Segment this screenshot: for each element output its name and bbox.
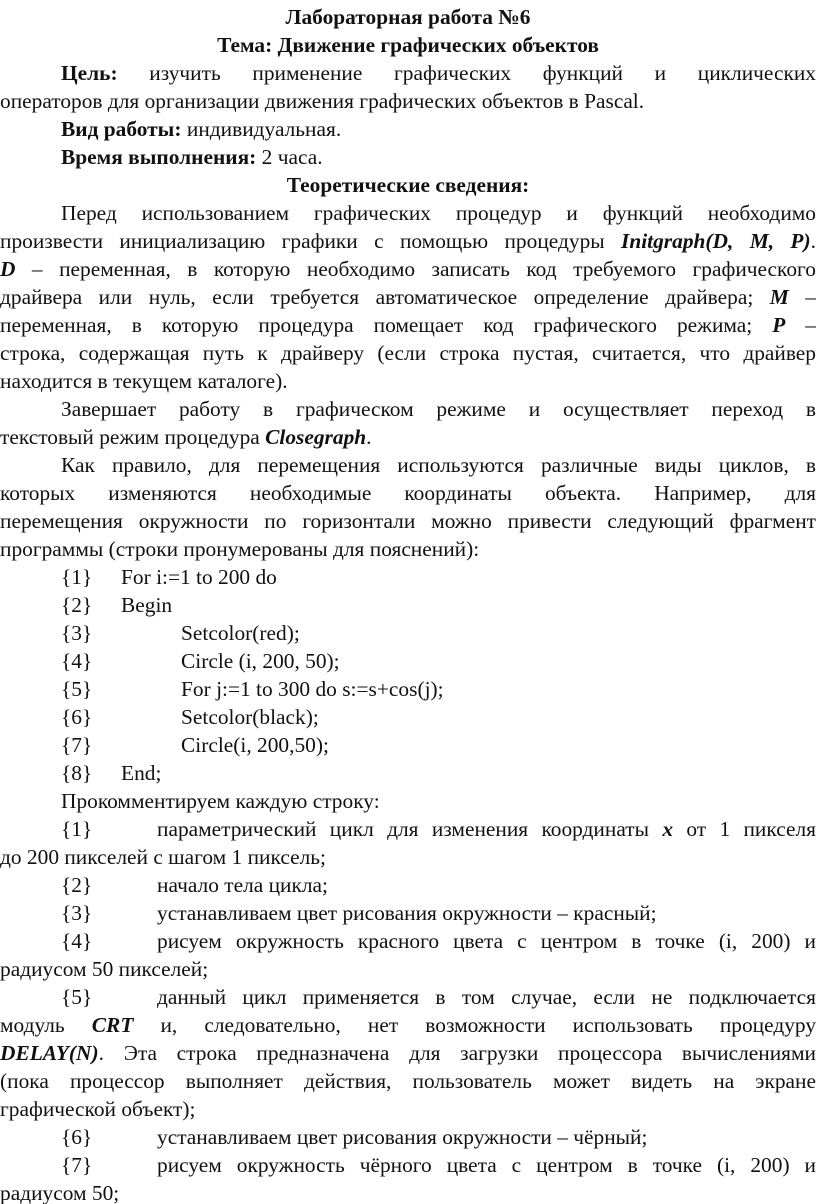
comment-4-line-1: {4} рисуем окружность красного цвета с центром в точке (i, 200) и [61, 929, 816, 953]
goal-line-1: Цель: изучить применение графических функций и циклических [61, 61, 816, 85]
comment-5-line-3: DELAY(N). Эта строка предназначена для загрузки процессора вычислениями [0, 1041, 816, 1065]
p2-line-2: текстовый режим процедура Closegraph. [0, 425, 372, 449]
goal-line-2: операторов для организации движения графических объектов в Pascal. [0, 89, 645, 113]
p1-line-4: драйвера или нуль, если требуется автоматическое определение драйвера; M – [0, 285, 816, 309]
p3-line-3: перемещения окружности по горизонтали можно привести следующий фрагмент [0, 509, 816, 533]
code-line: {6} Setcolor(black); [61, 705, 319, 729]
p1-line-5: переменная, в которую процедура помещает код графического режима; P – [0, 313, 816, 337]
comment-5-line-4: (пока процессор выполняет действия, пользователь может видеть на экране [0, 1069, 816, 1093]
closegraph-term: Closegraph [265, 425, 367, 449]
document-title: Лабораторная работа №6 [285, 5, 531, 29]
p3-line-4: программы (строки пронумерованы для пояснений): [0, 537, 480, 561]
code-line: {1} For i:=1 to 200 do [61, 565, 277, 589]
code-line: {5} For j:=1 to 300 do s:=s+cos(j); [61, 677, 444, 701]
p1-line-1: Перед использованием графических процедур и функций необходимо [61, 201, 816, 225]
document-topic: Тема: Движение графических объектов [217, 33, 599, 57]
comment-3: {3} устанавливаем цвет рисования окружности – красный; [61, 901, 657, 925]
comment-5-line-5: графической объект); [0, 1097, 196, 1121]
comment-2: {2} начало тела цикла; [61, 873, 328, 897]
comment-5-line-1: {5} данный цикл применяется в том случае, если не подключается [61, 985, 816, 1009]
p1-line-2: произвести инициализацию графики с помощью процедуры Initgraph(D, M, P). [0, 229, 816, 253]
theory-heading: Теоретические сведения: [286, 173, 530, 197]
code-line: {7} Circle(i, 200,50); [61, 733, 329, 757]
comment-4-line-2: радиусом 50 пикселей; [0, 957, 209, 981]
work-type: Вид работы: индивидуальная. [61, 117, 342, 141]
p2-line-1: Завершает работу в графическом режиме и осуществляет переход в [61, 397, 816, 421]
p1-line-3: D – переменная, в которую необходимо записать код требуемого графического [0, 257, 816, 281]
comment-7-line-2: радиусом 50; [0, 1181, 120, 1204]
p3-line-2: которых изменяются необходимые координаты объекта. Например, для [0, 481, 816, 505]
comment-6: {6} устанавливаем цвет рисования окружности – чёрный; [61, 1125, 648, 1149]
code-line: {8} End; [61, 761, 162, 785]
comment-5-line-2: модуль CRT и, следовательно, нет возможности использовать процедуру [0, 1013, 816, 1037]
initgraph-term: Initgraph(D, M, P) [621, 229, 811, 253]
comment-1-line-2: до 200 пикселей с шагом 1 пиксель; [0, 845, 326, 869]
time-required: Время выполнения: 2 часа. [61, 145, 323, 169]
comment-intro: Прокомментируем каждую строку: [61, 789, 380, 813]
code-line: {4} Circle (i, 200, 50); [61, 649, 340, 673]
code-line: {2} Begin [61, 593, 173, 617]
goal-label: Цель: [61, 61, 118, 85]
p1-line-7: находится в текущем каталоге). [0, 369, 288, 393]
comment-7-line-1: {7} рисуем окружность чёрного цвета с центром в точке (i, 200) и [61, 1153, 816, 1177]
comment-1-line-1: {1} параметрический цикл для изменения координаты x от 1 пикселя [61, 817, 816, 841]
p1-line-6: строка, содержащая путь к драйверу (если строка пустая, считается, что драйвер [0, 341, 816, 365]
code-line: {3} Setcolor(red); [61, 621, 300, 645]
p3-line-1: Как правило, для перемещения используются различные виды циклов, в [61, 453, 816, 477]
